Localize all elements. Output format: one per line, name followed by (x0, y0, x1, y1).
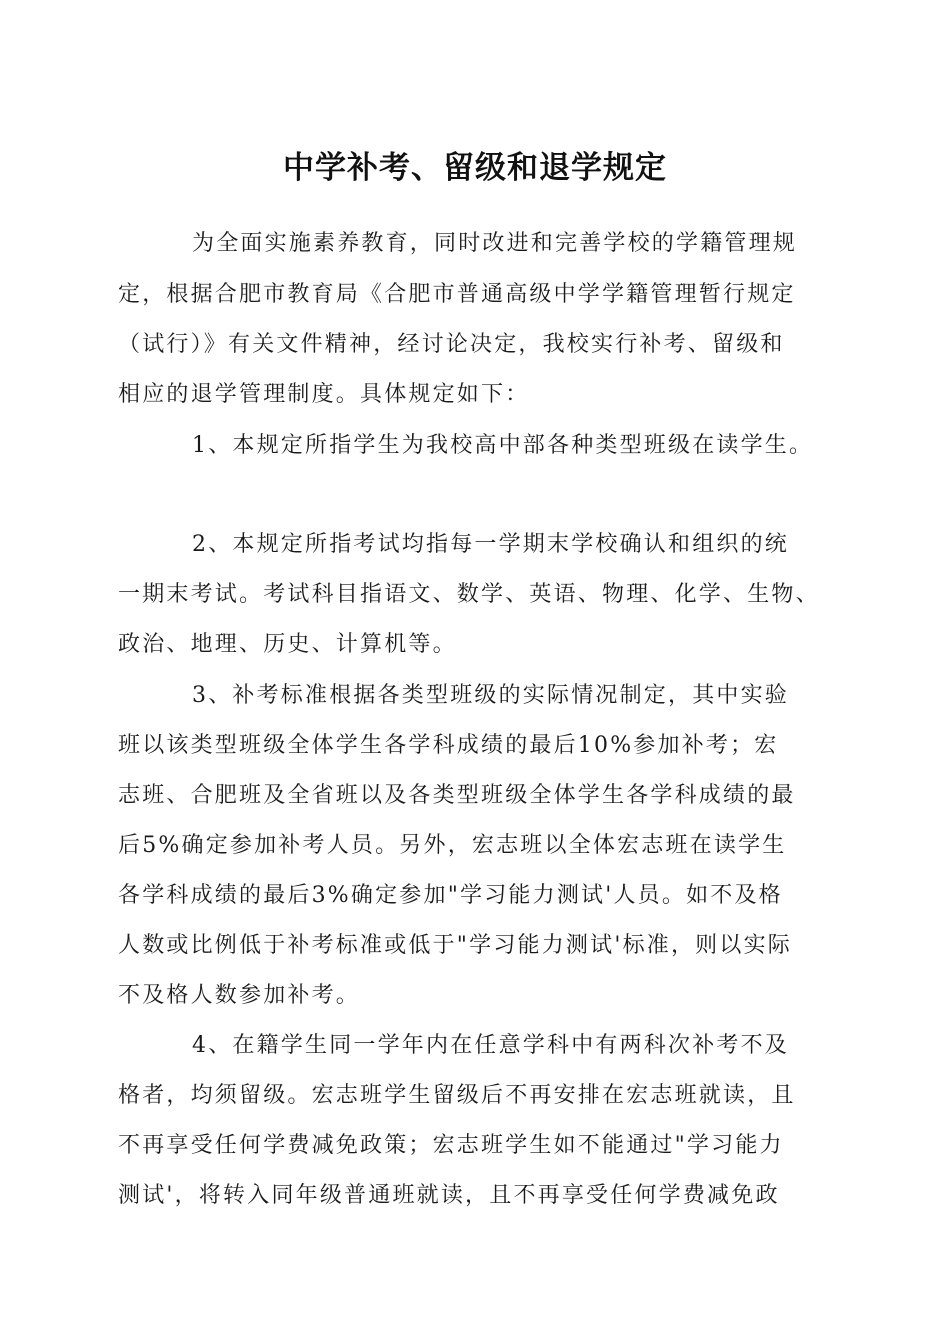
clause-3-line-2: 班以该类型班级全体学生各学科成绩的最后10%参加补考；宏 (118, 733, 779, 758)
paragraph-intro-line-2: 定，根据合肥市教育局《合肥市普通高级中学学籍管理暂行规定 (118, 282, 796, 307)
clause-3-line-7: 不及格人数参加补考。 (118, 983, 361, 1008)
paragraph-intro-line-1: 为全面实施素养教育，同时改进和完善学校的学籍管理规 (192, 231, 798, 256)
clause-3-line-1: 3、补考标准根据各类型班级的实际情况制定，其中实验 (192, 683, 789, 708)
clause-4-line-1: 4、在籍学生同一学年内在任意学科中有两科次补考不及 (192, 1033, 789, 1058)
page-title: 中学补考、留级和退学规定 (283, 150, 667, 186)
clause-3-line-4: 后5%确定参加补考人员。另外，宏志班以全体宏志班在读学生 (118, 833, 787, 858)
clause-4-line-2: 格者，均须留级。宏志班学生留级后不再安排在宏志班就读，且 (118, 1083, 796, 1108)
clause-1-line-1: 1、本规定所指学生为我校高中部各种类型班级在读学生。 (192, 433, 814, 458)
clause-2-line-2: 一期末考试。考试科目指语文、数学、英语、物理、化学、生物、 (118, 582, 820, 607)
clause-3-line-5: 各学科成绩的最后3%确定参加"学习能力测试'人员。如不及格 (118, 883, 783, 908)
clause-2-line-3: 政治、地理、历史、计算机等。 (118, 632, 457, 657)
clause-2-line-1: 2、本规定所指考试均指每一学期末学校确认和组织的统 (192, 532, 789, 557)
clause-3-line-6: 人数或比例低于补考标准或低于"学习能力测试'标准，则以实际 (118, 933, 792, 958)
clause-4-line-3: 不再享受任何学费减免政策；宏志班学生如不能通过"学习能力 (118, 1133, 784, 1158)
paragraph-intro-line-3: （试行）》有关文件精神，经讨论决定，我校实行补考、留级和 (118, 332, 785, 357)
paragraph-intro-line-4: 相应的退学管理制度。具体规定如下： (118, 382, 530, 407)
clause-4-line-4: 测试'，将转入同年级普通班就读，且不再享受任何学费减免政 (118, 1183, 780, 1208)
clause-3-line-3: 志班、合肥班及全省班以及各类型班级全体学生各学科成绩的最 (118, 783, 796, 808)
